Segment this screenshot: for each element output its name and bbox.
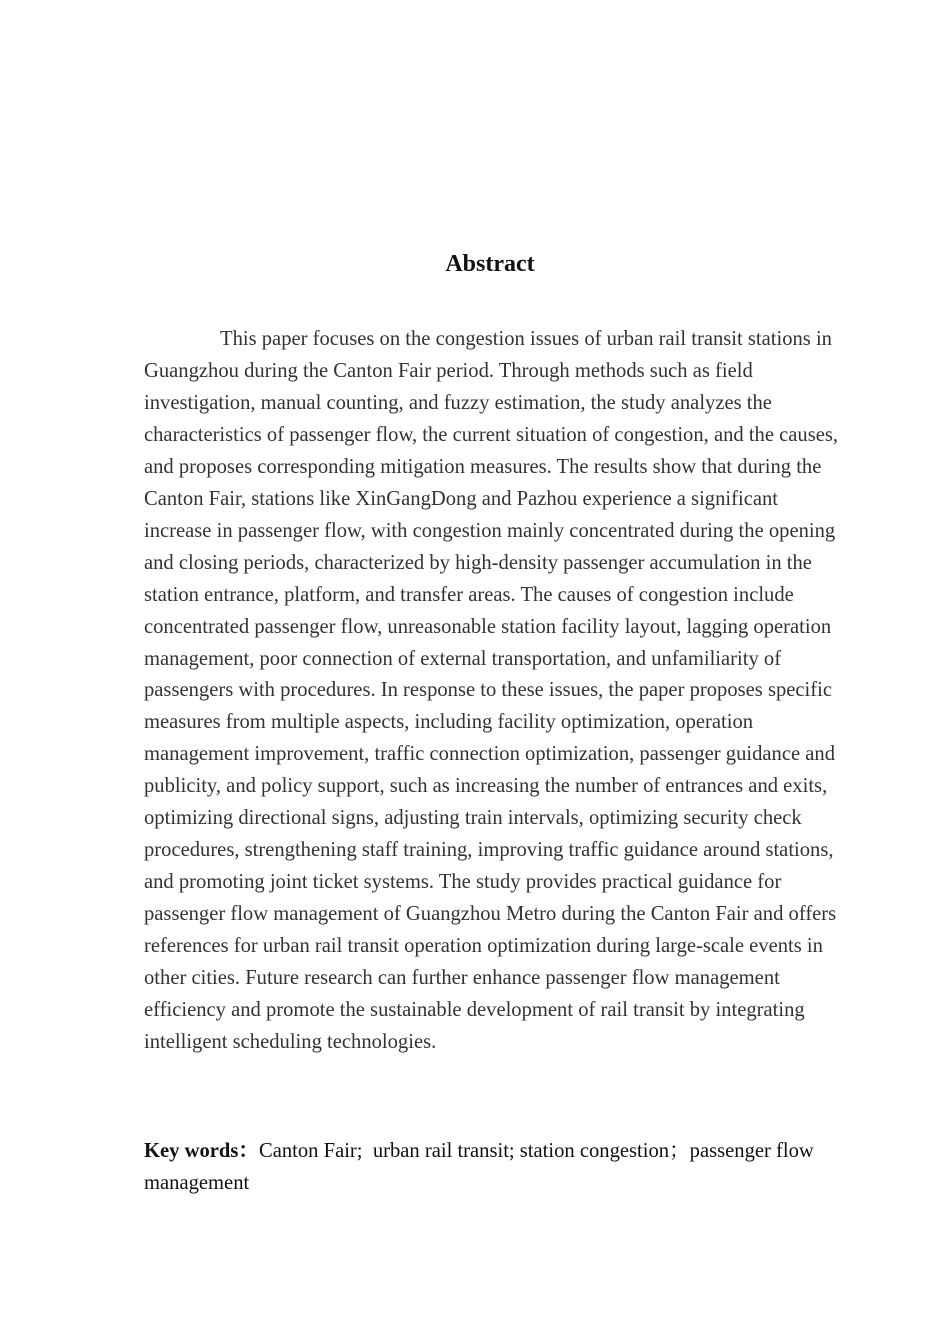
keywords-label: Key words：	[144, 1140, 259, 1162]
keywords-text: Canton Fair; urban rail transit; station congestion；passenger flow management	[144, 1140, 825, 1194]
abstract-title: Abstract	[445, 251, 535, 277]
abstract-paragraph: This paper focuses on the congestion issues of urban rail transit stations in Guangzhou during the Canton Fair period. Through methods such as field investigation, manual counting, and fuzzy estimation, the study analyzes the characteristics of passenger flow, the current situation of congestion, and the causes, and proposes corresponding mitigation measures. The results show that during the Canton Fair, stations like XinGangDong and Pazhou experience a significant increase in passenger flow, with congestion mainly concentrated during the opening and closing periods, characterized by high-density passenger accumulation in the station entrance, platform, and transfer areas. The causes of congestion include concentrated passenger flow, unreasonable station facility layout, lagging operation management, poor connection of external transportation, and unfamiliarity of passengers with procedures. In response to these issues, the paper proposes specific measures from multiple aspects, including facility optimization, operation management improvement, traffic connection optimization, passenger guidance and publicity, and policy support, such as increasing the number of entrances and exits, optimizing directional signs, adjusting train intervals, optimizing security check procedures, strengthening staff training, improving traffic guidance around stations, and promoting joint ticket systems. The study provides practical guidance for passenger flow management of Guangzhou Metro during the Canton Fair and offers references for urban rail transit operation optimization during large-scale events in other cities. Future research can further enhance passenger flow management efficiency and promote the sustainable development of rail transit by integrating intelligent scheduling technologies.	[144, 328, 839, 1053]
keywords-line	[144, 1136, 842, 1199]
